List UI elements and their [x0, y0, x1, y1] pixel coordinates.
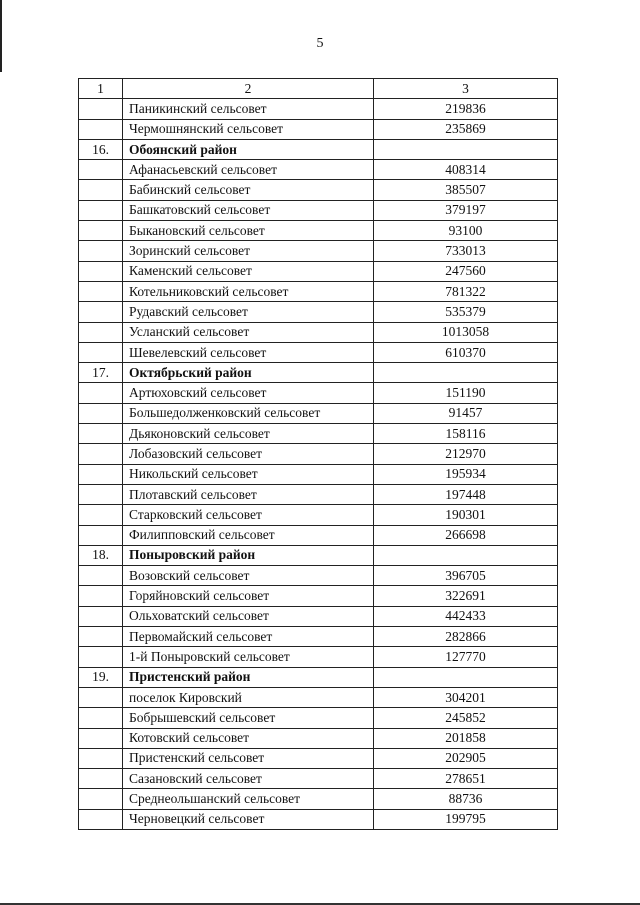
amount-cell: 322691	[374, 586, 558, 606]
council-name-cell: Лобазовский сельсовет	[123, 444, 374, 464]
amount-cell: 282866	[374, 627, 558, 647]
amount-cell: 199795	[374, 809, 558, 829]
header-cell-col2: 2	[123, 79, 374, 99]
amount-cell: 235869	[374, 119, 558, 139]
amount-cell: 408314	[374, 160, 558, 180]
district-row	[79, 139, 558, 159]
council-name-cell: Чермошнянский сельсовет	[123, 119, 374, 139]
amount-cell: 93100	[374, 221, 558, 241]
table-row	[79, 566, 558, 586]
row-number-cell	[79, 403, 123, 423]
table-header	[79, 79, 558, 99]
table-row	[79, 484, 558, 504]
table-row	[79, 403, 558, 423]
row-number-cell	[79, 789, 123, 809]
amount-cell: 202905	[374, 748, 558, 768]
table-row	[79, 281, 558, 301]
row-number-cell	[79, 464, 123, 484]
row-number-cell	[79, 484, 123, 504]
table-row	[79, 505, 558, 525]
council-name-cell: Плотавский сельсовет	[123, 484, 374, 504]
table-row	[79, 748, 558, 768]
amount-cell: 733013	[374, 241, 558, 261]
council-name-cell: Артюховский сельсовет	[123, 383, 374, 403]
council-name-cell: Шевелевский сельсовет	[123, 342, 374, 362]
row-number-cell	[79, 708, 123, 728]
row-number-cell	[79, 606, 123, 626]
row-number-cell	[79, 687, 123, 707]
table-row	[79, 789, 558, 809]
council-name-cell: Среднеольшанский сельсовет	[123, 789, 374, 809]
amount-cell	[374, 667, 558, 687]
amount-cell: 247560	[374, 261, 558, 281]
council-name-cell: Филипповский сельсовет	[123, 525, 374, 545]
council-name-cell: Возовский сельсовет	[123, 566, 374, 586]
amount-cell: 197448	[374, 484, 558, 504]
table-row	[79, 627, 558, 647]
amount-cell: 219836	[374, 99, 558, 119]
council-name-cell: Бабинский сельсовет	[123, 180, 374, 200]
council-name-cell: Горяйновский сельсовет	[123, 586, 374, 606]
row-number-cell	[79, 261, 123, 281]
table-row	[79, 160, 558, 180]
row-number-cell: 16.	[79, 139, 123, 159]
header-cell-col3: 3	[374, 79, 558, 99]
district-row	[79, 667, 558, 687]
district-row	[79, 545, 558, 565]
district-name-cell: Поныровский район	[123, 545, 374, 565]
district-name-cell: Обоянский район	[123, 139, 374, 159]
council-name-cell: Дьяконовский сельсовет	[123, 424, 374, 444]
council-name-cell: Зоринский сельсовет	[123, 241, 374, 261]
row-number-cell	[79, 241, 123, 261]
table-row	[79, 383, 558, 403]
header-row	[79, 79, 558, 99]
row-number-cell	[79, 566, 123, 586]
council-name-cell: Большедолженковский сельсовет	[123, 403, 374, 423]
row-number-cell	[79, 769, 123, 789]
amount-cell: 127770	[374, 647, 558, 667]
table-row	[79, 809, 558, 829]
council-name-cell: Каменский сельсовет	[123, 261, 374, 281]
amount-cell: 151190	[374, 383, 558, 403]
amount-cell: 442433	[374, 606, 558, 626]
council-name-cell: Быкановский сельсовет	[123, 221, 374, 241]
amount-cell: 385507	[374, 180, 558, 200]
district-name-cell: Октябрьский район	[123, 363, 374, 383]
council-name-cell: Рудавский сельсовет	[123, 302, 374, 322]
amount-cell: 278651	[374, 769, 558, 789]
row-number-cell	[79, 444, 123, 464]
amount-cell: 158116	[374, 424, 558, 444]
council-name-cell: Старковский сельсовет	[123, 505, 374, 525]
row-number-cell	[79, 728, 123, 748]
table-row	[79, 708, 558, 728]
table-row	[79, 586, 558, 606]
council-name-cell: Усланский сельсовет	[123, 322, 374, 342]
district-row	[79, 363, 558, 383]
council-name-cell: Ольховатский сельсовет	[123, 606, 374, 626]
row-number-cell: 19.	[79, 667, 123, 687]
table-row	[79, 261, 558, 281]
district-name-cell: Пристенский район	[123, 667, 374, 687]
amount-cell: 535379	[374, 302, 558, 322]
council-name-cell: Котельниковский сельсовет	[123, 281, 374, 301]
council-name-cell: Котовский сельсовет	[123, 728, 374, 748]
amount-cell: 396705	[374, 566, 558, 586]
table-row	[79, 606, 558, 626]
table-row	[79, 687, 558, 707]
row-number-cell	[79, 383, 123, 403]
council-name-cell: Бобрышевский сельсовет	[123, 708, 374, 728]
amount-cell	[374, 363, 558, 383]
table-row	[79, 769, 558, 789]
table-row	[79, 444, 558, 464]
table-row	[79, 99, 558, 119]
amount-cell: 91457	[374, 403, 558, 423]
row-number-cell	[79, 119, 123, 139]
table-row	[79, 728, 558, 748]
table-row	[79, 525, 558, 545]
table-body	[79, 99, 558, 830]
row-number-cell	[79, 586, 123, 606]
amount-cell	[374, 545, 558, 565]
council-name-cell: Пристенский сельсовет	[123, 748, 374, 768]
table-row	[79, 424, 558, 444]
row-number-cell	[79, 281, 123, 301]
row-number-cell	[79, 221, 123, 241]
row-number-cell: 17.	[79, 363, 123, 383]
header-cell-col1: 1	[79, 79, 123, 99]
council-name-cell: поселок Кировский	[123, 687, 374, 707]
council-name-cell: Сазановский сельсовет	[123, 769, 374, 789]
row-number-cell	[79, 809, 123, 829]
table-row	[79, 322, 558, 342]
amount-cell: 266698	[374, 525, 558, 545]
row-number-cell	[79, 99, 123, 119]
amount-cell: 245852	[374, 708, 558, 728]
amount-cell: 1013058	[374, 322, 558, 342]
row-number-cell	[79, 748, 123, 768]
council-name-cell: Афанасьевский сельсовет	[123, 160, 374, 180]
row-number-cell	[79, 302, 123, 322]
amount-cell: 190301	[374, 505, 558, 525]
row-number-cell	[79, 525, 123, 545]
council-name-cell: Первомайский сельсовет	[123, 627, 374, 647]
amount-cell: 304201	[374, 687, 558, 707]
table-row	[79, 200, 558, 220]
amount-cell: 781322	[374, 281, 558, 301]
table-row	[79, 180, 558, 200]
row-number-cell	[79, 627, 123, 647]
table-row	[79, 241, 558, 261]
amount-cell: 88736	[374, 789, 558, 809]
row-number-cell	[79, 647, 123, 667]
council-name-cell: Никольский сельсовет	[123, 464, 374, 484]
amount-cell: 201858	[374, 728, 558, 748]
council-name-cell: 1-й Поныровский сельсовет	[123, 647, 374, 667]
amount-cell: 195934	[374, 464, 558, 484]
table-row	[79, 302, 558, 322]
allocation-table	[78, 78, 558, 830]
row-number-cell	[79, 342, 123, 362]
table-row	[79, 221, 558, 241]
table-row	[79, 119, 558, 139]
row-number-cell	[79, 322, 123, 342]
row-number-cell: 18.	[79, 545, 123, 565]
table-row	[79, 647, 558, 667]
council-name-cell: Паникинский сельсовет	[123, 99, 374, 119]
page-number: 5	[316, 36, 324, 51]
table-row	[79, 342, 558, 362]
row-number-cell	[79, 200, 123, 220]
amount-cell: 379197	[374, 200, 558, 220]
row-number-cell	[79, 424, 123, 444]
amount-cell: 212970	[374, 444, 558, 464]
row-number-cell	[79, 160, 123, 180]
table-row	[79, 464, 558, 484]
row-number-cell	[79, 180, 123, 200]
council-name-cell: Башкатовский сельсовет	[123, 200, 374, 220]
amount-cell	[374, 139, 558, 159]
row-number-cell	[79, 505, 123, 525]
council-name-cell: Черновецкий сельсовет	[123, 809, 374, 829]
amount-cell: 610370	[374, 342, 558, 362]
